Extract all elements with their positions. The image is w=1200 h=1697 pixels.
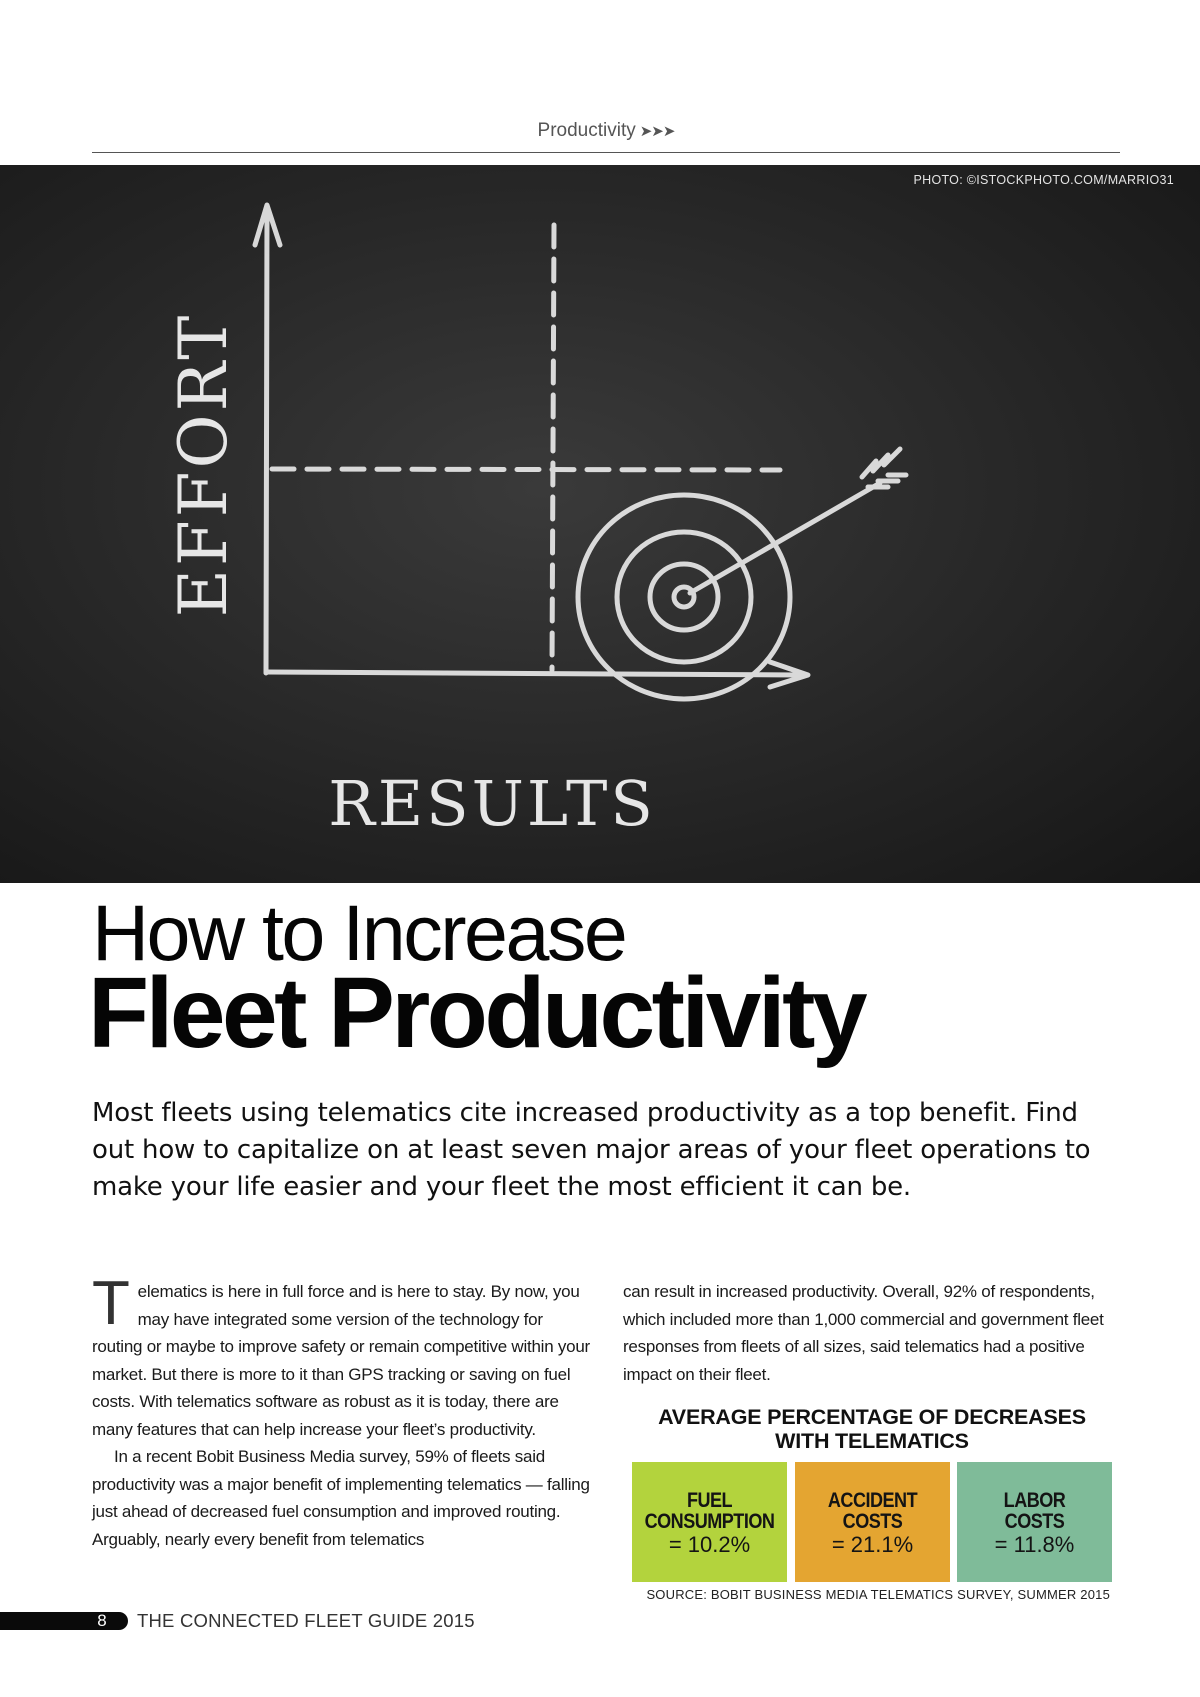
paragraph-2: In a recent Bobit Business Media survey, 59% of fleets said productivity was a major benefit of implementing telematics — falling just ahead of decreased fuel consumption and improved routing. Arguably, nearly every benefit from telematics: [92, 1447, 590, 1549]
paragraph-1-text: elematics is here in full force and is here to stay. By now, you may have integrated some version of the technology for routing or maybe to improve safety or remain competitive within your market. But there is more to it than GPS tracking or saving on fuel costs. With telematics software as robust as it is today, there are many features that can help increase your fleet’s productivity.: [92, 1282, 590, 1439]
source-note: SOURCE: BOBIT BUSINESS MEDIA TELEMATICS SURVEY, SUMMER 2015: [646, 1587, 1110, 1602]
target-ring-3: [650, 564, 718, 630]
publication-title: THE CONNECTED FLEET GUIDE 2015: [137, 1610, 475, 1631]
stat-label: FUEL CONSUMPTION: [644, 1489, 775, 1533]
dashed-vertical-guide: [552, 225, 554, 670]
stats-title: AVERAGE PERCENTAGE OF DECREASES WITH TELEMATICS: [658, 1405, 1086, 1453]
arrow-fletching: [862, 449, 906, 487]
stat-value: = 11.8%: [994, 1532, 1075, 1557]
stat-fuel-consumption: [632, 1462, 787, 1582]
section-header: [92, 116, 1120, 153]
section-name: Productivity: [537, 120, 636, 141]
stat-label: LABOR COSTS: [1003, 1489, 1066, 1533]
article-title-line2: Fleet Productivity: [88, 957, 865, 1069]
stat-label: ACCIDENT COSTS: [827, 1489, 918, 1533]
page-number: 8: [97, 1611, 107, 1630]
hero-photo: [0, 165, 1200, 883]
article-title-line1: How to Increase: [92, 888, 626, 977]
stat-accident-costs: [795, 1462, 950, 1582]
paragraph-3: can result in increased productivity. Overall, 92% of respondents, which included more than 1,000 commercial and government fleet responses from fleets of all sizes, said telematics had a positive impact on their fleet.: [623, 1282, 1104, 1384]
stat-labor-costs: [957, 1462, 1112, 1582]
photo-credit: PHOTO: ©ISTOCKPHOTO.COM/MARRIO31: [913, 173, 1174, 187]
stat-value: = 21.1%: [831, 1532, 914, 1557]
target-ring-2: [617, 532, 751, 662]
dashed-horizontal-guide: [272, 469, 780, 470]
dropcap: T: [92, 1269, 130, 1338]
article-column-left: [92, 1269, 590, 1553]
article-dek: Most fleets using telematics cite increased productivity as a top benefit. Find out how to capitalize on at least seven major areas of your fleet operations to make your life easier and your fleet the most efficient it can be.: [92, 1098, 1091, 1202]
x-axis-line: [266, 672, 800, 675]
x-axis-label: RESULTS: [328, 767, 656, 840]
chalkboard-illustration: [0, 165, 1200, 883]
target-ring-outer: [578, 495, 790, 699]
y-axis-line: [266, 210, 267, 673]
stat-value: = 10.2%: [668, 1532, 751, 1557]
y-axis-label: EFFORT: [165, 312, 242, 618]
article-column-right: [623, 1278, 1110, 1388]
paragraph-1: [92, 1269, 590, 1443]
section-arrows-icon: ➤➤➤: [639, 123, 675, 140]
